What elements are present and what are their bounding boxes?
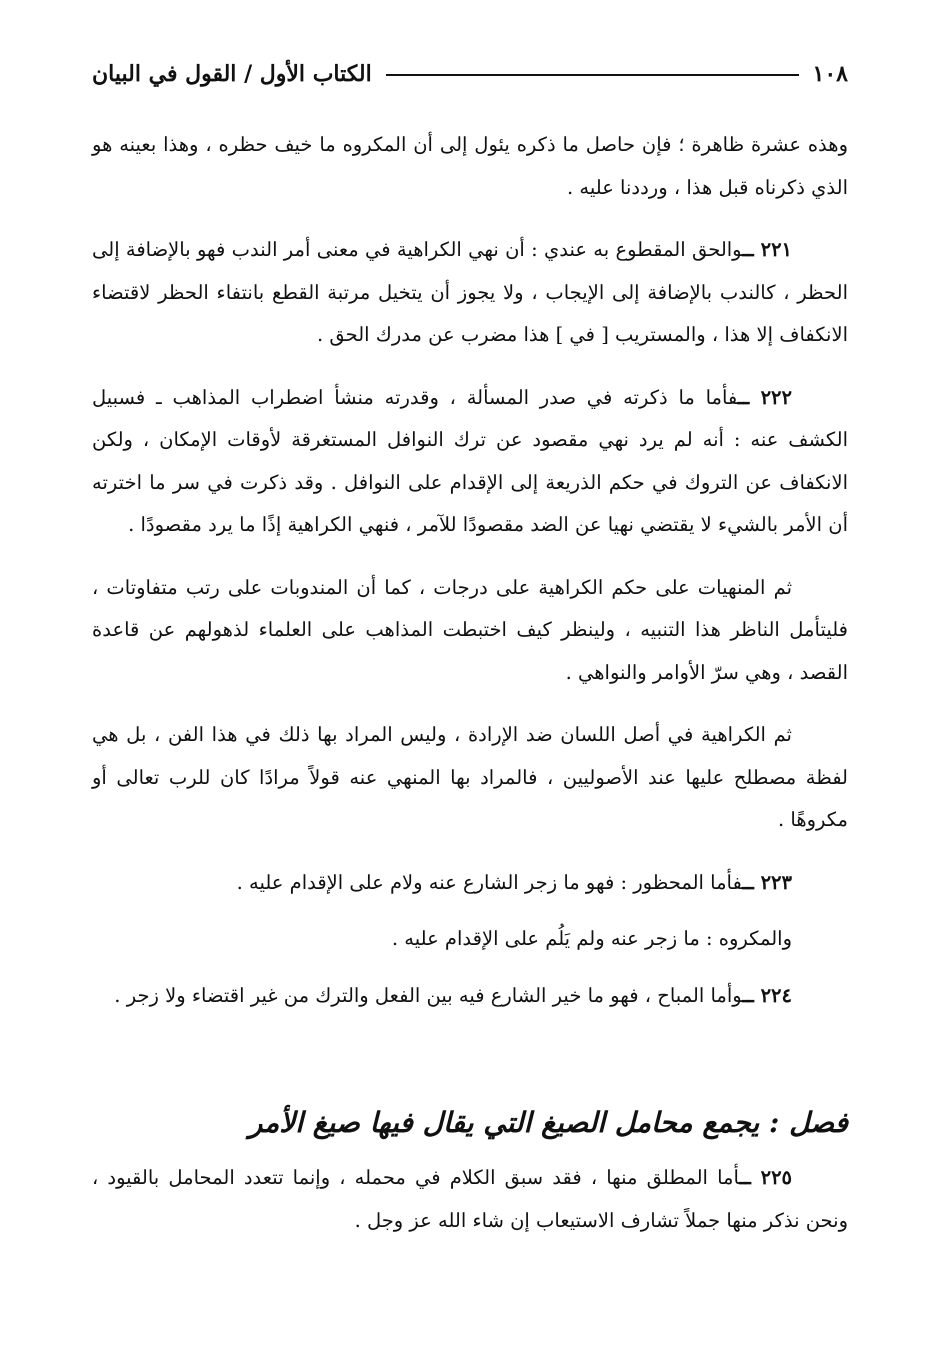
paragraph-text: فأما المحظور : فهو ما زجر الشارع عنه ولام على الإقدام عليه . bbox=[236, 870, 743, 894]
paragraph-text: ثم المنهيات على حكم الكراهية على درجات ، كما أن المندوبات على رتب متفاوتات ، فليتأمل الناظر هذا التنبيه ، ولينظر كيف اختبطت المذاهب على العلماء لذهولهم عن قاعدة القصد ، وهي سرّ الأوامر والنواهي . bbox=[92, 575, 848, 684]
paragraph-number: ٢٢١ ــ bbox=[742, 238, 793, 261]
paragraph-text: وأما المباح ، فهو ما خير الشارع فيه بين الفعل والترك من غير اقتضاء ولا زجر . bbox=[114, 983, 743, 1007]
paragraph-text: أما المطلق منها ، فقد سبق الكلام في محمله ، وإنما تتعدد المحامل بالقيود ، ونحن نذكر منها جملاً تشارف الاستيعاب إن شاء الله عز وجل . bbox=[92, 1166, 848, 1232]
paragraph bbox=[92, 377, 848, 547]
paragraph bbox=[92, 1157, 848, 1242]
paragraph bbox=[92, 975, 848, 1018]
paragraph-text: ثم الكراهية في أصل اللسان ضد الإرادة ، وليس المراد بها ذلك في هذا الفن ، بل هي لفظة مصطلح عليها عند الأصوليين ، فالمراد بها المنهي عنه قولاً مرادًا كان للرب تعالى أو مكروهًا . bbox=[92, 723, 848, 831]
paragraph-number: ٢٢٤ ــ bbox=[742, 983, 792, 1007]
paragraph-text: وهذه عشرة ظاهرة ؛ فإن حاصل ما ذكره يئول إلى أن المكروه ما خيف حظره ، وهذا بعينه هو الذي ذكرناه قبل هذا ، ورددنا عليه . bbox=[92, 133, 848, 199]
paragraph bbox=[92, 918, 848, 961]
running-title: الكتاب الأول / القول في البيان bbox=[92, 61, 372, 87]
paragraph-number: ٢٢٥ ــ bbox=[739, 1166, 793, 1189]
running-header bbox=[92, 52, 848, 96]
book-page bbox=[92, 52, 848, 1342]
main-text bbox=[92, 124, 848, 1242]
paragraph-text: فأما ما ذكرته في صدر المسألة ، وقدرته منشأ اضطراب المذاهب ـ فسبيل الكشف عنه : أنه لم يرد نهي مقصود عن ترك النوافل المستغرقة لأوقات الإمكان ، ولكن الانكفاف عن التروك في حكم الذريعة إلى الإقدام على النوافل . وقد ذكرت في سر ما اخترته أن الأمر بالشيء لا يقتضي نهيا عن الضد مقصودًا للآمر ، فنهي الكراهية إذًا ما يرد مقصودًا . bbox=[92, 385, 848, 536]
paragraph bbox=[92, 714, 848, 842]
paragraph-text: والمكروه : ما زجر عنه ولم يَلُم على الإقدام عليه . bbox=[391, 927, 792, 950]
section-heading: فصل : يجمع محامل الصيغ التي يقال فيها صيغ الأمر bbox=[248, 1106, 848, 1139]
paragraph bbox=[92, 229, 848, 357]
paragraph bbox=[92, 567, 848, 695]
header-rule bbox=[386, 74, 799, 76]
paragraph-text: والحق المقطوع به عندي : أن نهي الكراهية في معنى أمر الندب فهو بالإضافة إلى الحظر ، كالندب بالإضافة إلى الإيجاب ، ولا يجوز أن يتخيل مرتبة القطع بانتفاء الحظر لاقتضاء الانكفاف إلا هذا ، والمستريب [ في ] هذا مضرب عن مدرك الحق . bbox=[92, 238, 848, 346]
paragraph-number: ٢٢٢ ــ bbox=[737, 385, 792, 409]
paragraph bbox=[92, 862, 848, 905]
page-number: ١٠٨ bbox=[812, 61, 848, 87]
paragraph-number: ٢٢٣ ــ bbox=[742, 870, 792, 894]
paragraph bbox=[92, 124, 848, 209]
